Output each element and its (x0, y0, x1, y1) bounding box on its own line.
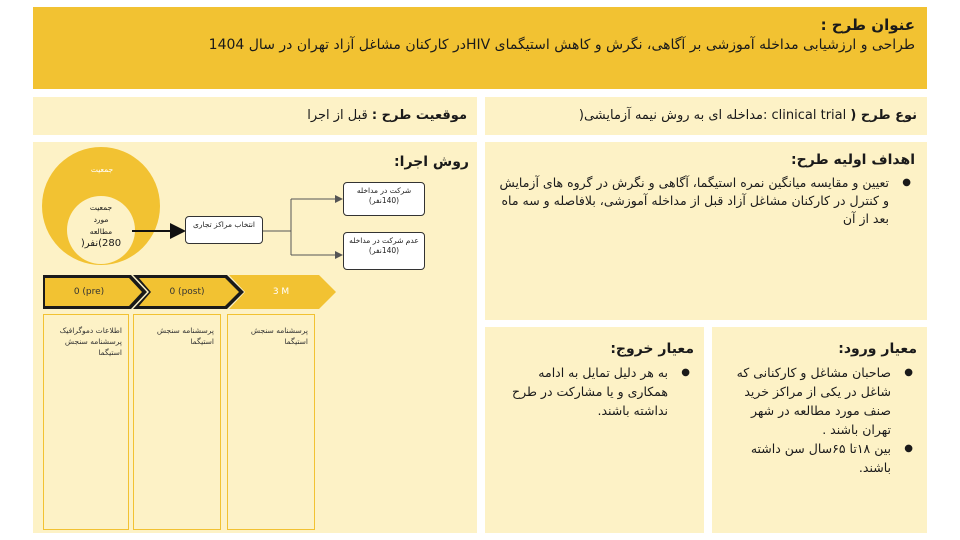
exclusion-panel (485, 327, 704, 533)
type-panel (485, 97, 927, 135)
study-population-count: 280)نفر( (80, 238, 122, 249)
inclusion-item: ● صاحبان مشاغل و کارکنانی که شاغل در یکی از مراکز خرید صنف مورد مطالعه در شهر تهران باشند . (726, 363, 917, 439)
timeline-content-post: پرسشنامه سنجش استیگما (133, 314, 221, 530)
participants-box: شرکت در مداخله (140نفر) (343, 182, 425, 216)
inclusion-item: ● بین ۱۸تا ۶۵سال سن داشته باشند. (726, 439, 917, 477)
status-label: موقعیت طرح : (371, 108, 467, 123)
population-label: جمعیت (90, 165, 114, 174)
timeline-label-post: 0 (post) (169, 287, 205, 297)
title-heading: عنوان طرح : (820, 16, 915, 34)
goal-item: ● تعیین و مقایسه میانگین نمره استیگما، آگاهی و نگرش در گروه های آزمایش و کنترل در کارکنان مشاغل آزاد قبل از مداخله آموزشی، بلافاصله و سه ماه بعد از آن (499, 174, 915, 228)
method-panel (33, 142, 477, 533)
goals-heading: اهداف اولیه طرح: (791, 152, 915, 168)
status-value: قبل از اجرا (307, 108, 368, 123)
inclusion-panel (712, 327, 927, 533)
title-panel (33, 7, 927, 89)
type-value: clinical trial :مداخله ای به روش نیمه آزمایشی( (578, 108, 847, 123)
timeline-content-3m: پرسشنامه سنجش استیگما (227, 314, 315, 530)
status-panel (33, 97, 477, 135)
timeline-label-3m: 3 M (272, 287, 290, 297)
non-participants-box: عدم شرکت در مداخله (140نفر) (343, 232, 425, 270)
study-population-line2: مورد (93, 215, 109, 224)
timeline-content-pre: اطلاعات دموگرافیک پرسشنامه سنجش استیگما (43, 314, 129, 530)
timeline-label-pre: 0 (pre) (73, 287, 105, 297)
inclusion-heading: معیار ورود: (838, 341, 917, 357)
goals-panel (485, 142, 927, 320)
type-label: نوع طرح ( (850, 108, 917, 123)
exclusion-item: ● به هر دلیل تمایل به ادامه همکاری و یا مشارکت در طرح نداشته باشند. (499, 363, 694, 420)
exclusion-list (499, 363, 694, 420)
inclusion-list (726, 363, 917, 477)
study-population-line1: جمعیت (89, 203, 113, 212)
exclusion-heading: معیار خروج: (610, 341, 694, 357)
study-population-line3: مطالعه (89, 227, 113, 236)
method-heading: روش اجرا: (394, 154, 469, 170)
select-centers-box: انتخاب مراکز تجاری (185, 216, 263, 244)
goals-list (499, 174, 915, 228)
title-text: طراحی و ارزشیابی مداخله آموزشی بر آگاهی، نگرش و کاهش استیگمای HIVدر کارکنان مشاغل آزاد تهران در سال 1404 (208, 37, 915, 53)
